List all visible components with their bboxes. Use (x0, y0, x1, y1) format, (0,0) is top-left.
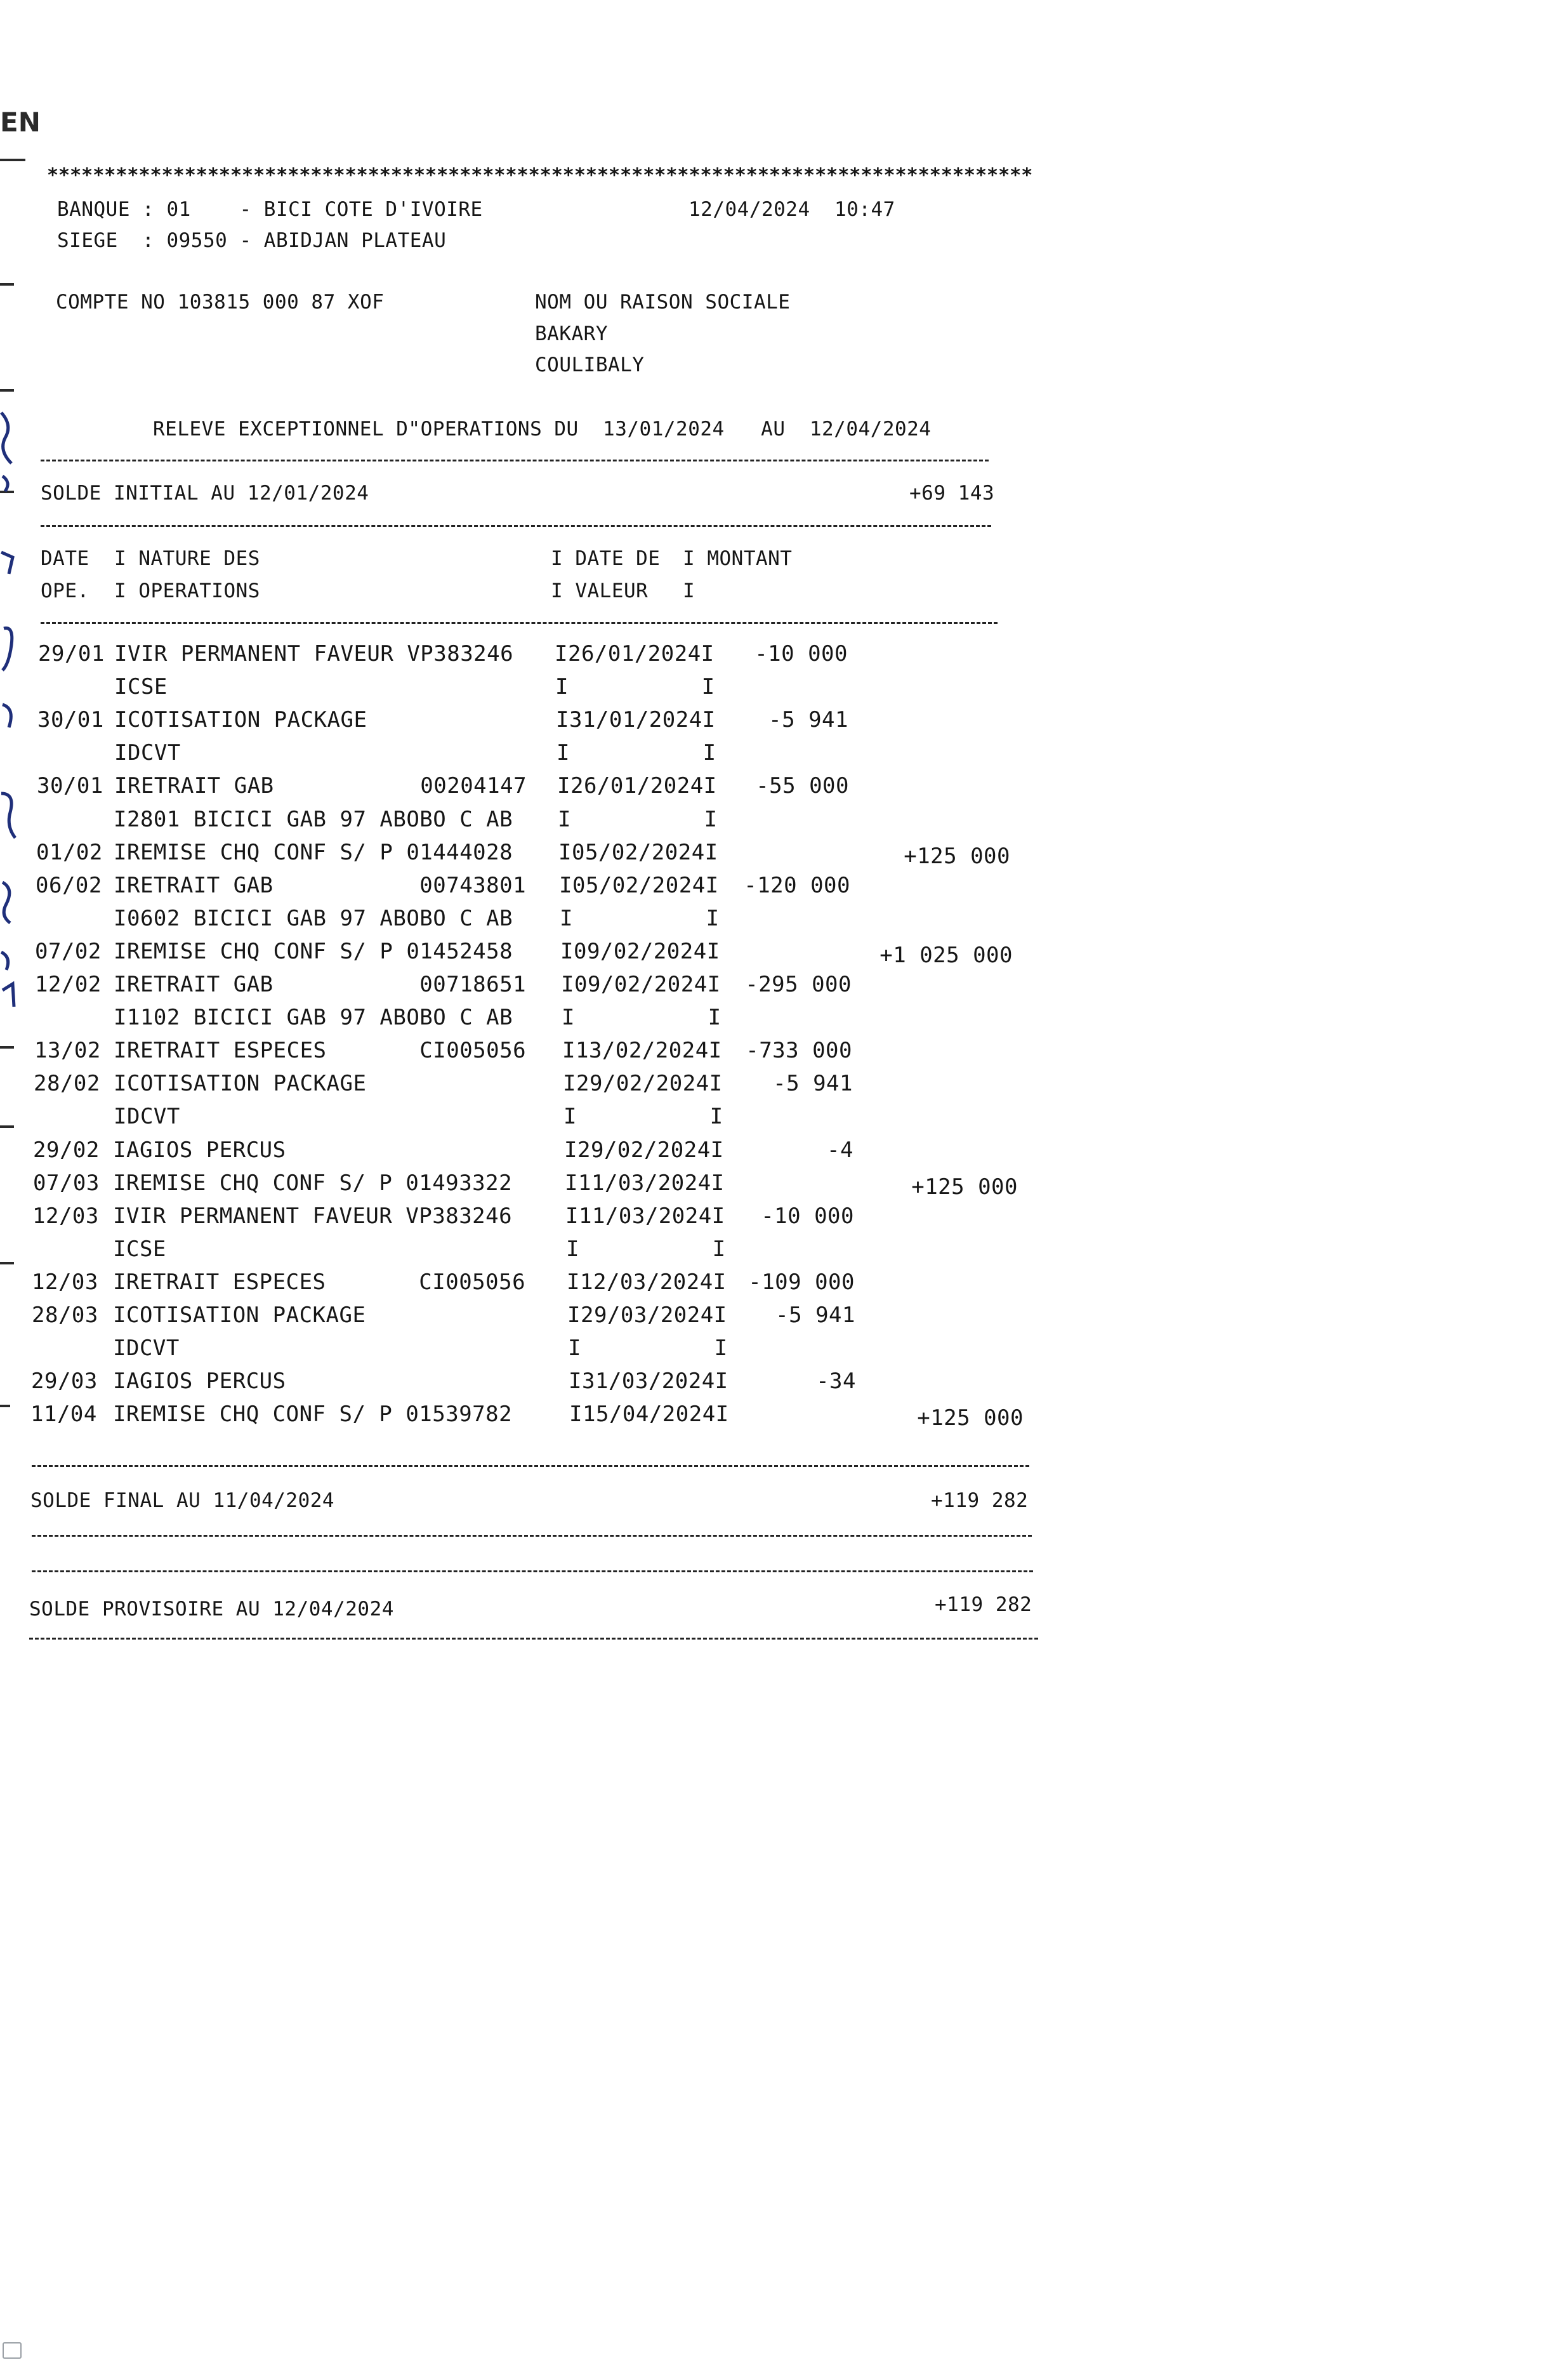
row-debit: -5 941 (775, 1303, 855, 1328)
row-debit: -34 (816, 1369, 856, 1394)
row-nature: IREMISE CHQ CONF S/ P 01452458 (114, 939, 513, 964)
row-debit: -120 000 (744, 873, 850, 898)
row-nature: ICSE (114, 674, 168, 699)
row-nature: IRETRAIT ESPECES CI005056 (114, 1038, 527, 1063)
row-date: 12/03 (32, 1269, 98, 1295)
provisional-balance-label: SOLDE PROVISOIRE AU 12/04/2024 (29, 1598, 394, 1621)
row-valeur: I I (557, 740, 716, 766)
row-credit: +1 025 000 (880, 943, 1013, 968)
row-nature: I0602 BICICI GAB 97 ABOBO C AB (114, 906, 513, 931)
row-valeur: I29/02/2024I (563, 1071, 723, 1096)
final-balance-amount: +119 282 (931, 1489, 1029, 1512)
row-date: 30/01 (37, 773, 103, 799)
row-date: 29/02 (33, 1137, 100, 1163)
col-date-header-2: OPE. (41, 580, 89, 602)
row-nature: IDCVT (114, 1104, 180, 1129)
row-debit: -55 000 (756, 773, 849, 799)
provisional-balance-amount: +119 282 (935, 1593, 1032, 1616)
row-nature: ICOTISATION PACKAGE (114, 1071, 367, 1096)
col-nature-header-2: I OPERATIONS (114, 580, 260, 602)
col-montant-header-2: I (683, 580, 695, 602)
separator-1 (41, 460, 989, 461)
row-nature: ICOTISATION PACKAGE (113, 1303, 366, 1328)
branch-label: SIEGE : 09550 - ABIDJAN PLATEAU (57, 229, 447, 252)
row-credit: +125 000 (904, 844, 1010, 869)
row-valeur: I13/02/2024I (562, 1038, 722, 1063)
row-nature: I1102 BICICI GAB 97 ABOBO C AB (114, 1005, 513, 1030)
row-valeur: I29/02/2024I (564, 1137, 724, 1163)
row-debit: -10 000 (761, 1203, 854, 1229)
row-nature: IRETRAIT GAB 00204147 (114, 773, 527, 799)
holder-name-first: BAKARY (535, 322, 608, 345)
scanner-corner-icon (3, 2342, 22, 2359)
row-valeur: I I (566, 1236, 726, 1262)
row-nature: IREMISE CHQ CONF S/ P 01444028 (114, 840, 513, 865)
row-date: 12/02 (35, 972, 102, 997)
bank-label: BANQUE : 01 - BICI COTE D'IVOIRE (57, 198, 483, 221)
row-valeur: I11/03/2024I (565, 1203, 725, 1229)
row-valeur: I15/04/2024I (569, 1402, 729, 1427)
row-nature: IAGIOS PERCUS (113, 1369, 286, 1394)
separator-5 (32, 1535, 1032, 1537)
row-debit: -5 941 (768, 707, 848, 733)
row-date: 11/04 (30, 1402, 97, 1427)
statement-title: RELEVE EXCEPTIONNEL D"OPERATIONS DU 13/01/2024 AU 12/04/2024 (153, 418, 932, 441)
row-nature: IDCVT (114, 740, 181, 766)
col-valeur-header: I DATE DE (551, 547, 661, 570)
row-nature: IRETRAIT GAB 00743801 (114, 873, 527, 898)
holder-title: NOM OU RAISON SOCIALE (535, 291, 791, 314)
separator-3 (41, 622, 998, 624)
row-credit: +125 000 (911, 1174, 1018, 1200)
row-valeur: I I (555, 674, 715, 699)
row-valeur: I26/01/2024I (557, 773, 717, 799)
row-valeur: I I (558, 807, 718, 832)
statement-datetime: 12/04/2024 10:47 (688, 198, 895, 221)
separator-2 (41, 525, 991, 527)
col-montant-header: I MONTANT (683, 547, 793, 570)
row-valeur: I31/03/2024I (569, 1369, 728, 1394)
row-valeur: I09/02/2024I (561, 972, 721, 997)
final-balance-label: SOLDE FINAL AU 11/04/2024 (30, 1489, 335, 1512)
row-date: 28/02 (34, 1071, 100, 1096)
row-debit: -4 (827, 1137, 853, 1163)
row-valeur: I29/03/2024I (567, 1303, 727, 1328)
row-nature: IREMISE CHQ CONF S/ P 01539782 (113, 1402, 513, 1427)
row-nature: I2801 BICICI GAB 97 ABOBO C AB (114, 807, 513, 832)
row-date: 13/02 (34, 1038, 101, 1063)
row-date: 12/03 (32, 1203, 99, 1229)
row-date: 01/02 (36, 840, 103, 865)
row-nature: IVIR PERMANENT FAVEUR VP383246 (113, 1203, 513, 1229)
row-debit: -5 941 (773, 1071, 853, 1096)
row-valeur: I26/01/2024I (555, 641, 715, 666)
row-nature: IDCVT (113, 1336, 180, 1361)
row-valeur: I05/02/2024I (558, 840, 718, 865)
row-valeur: I11/03/2024I (565, 1170, 725, 1196)
row-date: 06/02 (36, 873, 102, 898)
row-date: 29/03 (31, 1369, 98, 1394)
row-nature: IRETRAIT ESPECES CI005056 (113, 1269, 526, 1295)
row-nature: ICSE (113, 1236, 166, 1262)
row-debit: -295 000 (745, 972, 852, 997)
row-valeur: I05/02/2024I (559, 873, 719, 898)
edge-text: EN (0, 107, 41, 138)
row-date: 28/03 (32, 1303, 98, 1328)
holder-name-last: COULIBALY (535, 354, 645, 376)
row-valeur: I12/03/2024I (567, 1269, 727, 1295)
row-date: 29/01 (38, 641, 105, 666)
col-valeur-header-2: I VALEUR (551, 580, 649, 602)
row-debit: -109 000 (748, 1269, 855, 1295)
row-date: 30/01 (37, 707, 104, 733)
account-number: COMPTE NO 103815 000 87 XOF (56, 291, 385, 314)
col-nature-header: I NATURE DES (114, 547, 260, 570)
opening-balance-label: SOLDE INITIAL AU 12/01/2024 (41, 482, 369, 505)
row-date: 07/02 (35, 939, 102, 964)
row-valeur: I I (568, 1336, 728, 1361)
row-valeur: I I (563, 1104, 723, 1129)
row-date: 07/03 (33, 1170, 100, 1196)
opening-balance-amount: +69 143 (909, 482, 995, 505)
row-nature: IAGIOS PERCUS (113, 1137, 286, 1163)
row-credit: +125 000 (917, 1405, 1024, 1431)
row-valeur: I I (562, 1005, 721, 1030)
col-date-header: DATE (41, 547, 89, 570)
separator-4 (32, 1465, 1029, 1467)
row-valeur: I31/01/2024I (556, 707, 716, 733)
row-debit: -10 000 (754, 641, 848, 666)
row-nature: ICOTISATION PACKAGE (114, 707, 367, 733)
row-valeur: I I (560, 906, 720, 931)
row-nature: IRETRAIT GAB 00718651 (114, 972, 527, 997)
row-nature: IVIR PERMANENT FAVEUR VP383246 (114, 641, 514, 666)
row-debit: -733 000 (746, 1038, 852, 1063)
separator-7 (29, 1638, 1038, 1640)
row-nature: IREMISE CHQ CONF S/ P 01493322 (113, 1170, 513, 1196)
stars-separator: ************************************************************************************** (47, 164, 1033, 187)
separator-6 (32, 1570, 1033, 1572)
row-valeur: I09/02/2024I (560, 939, 720, 964)
